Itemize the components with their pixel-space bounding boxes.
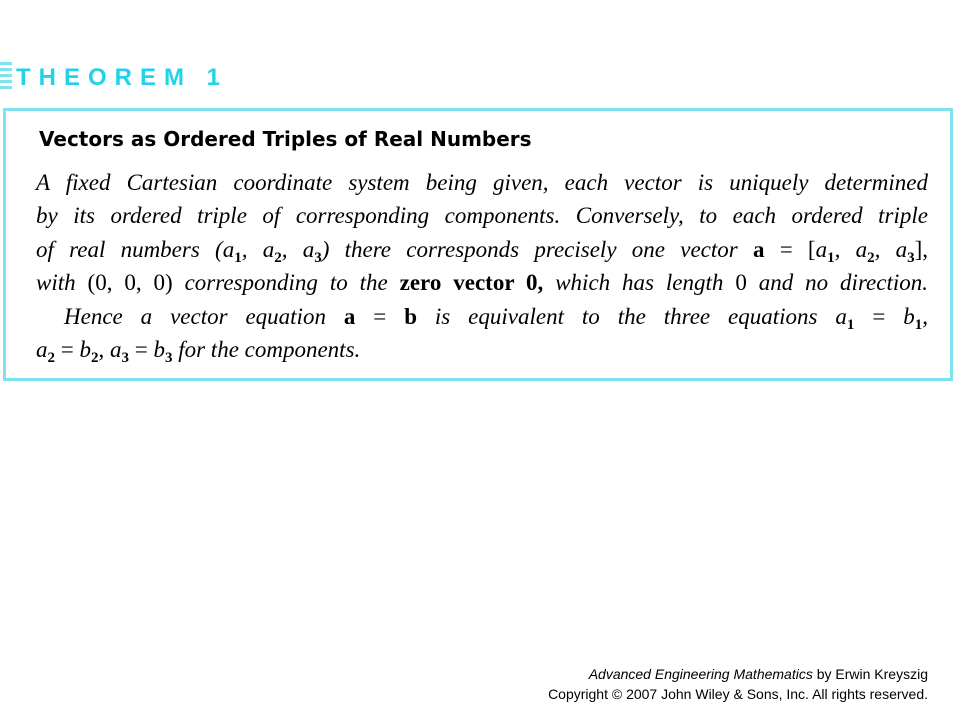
theorem-label: THEOREM 1 [12,60,232,96]
book-title: Advanced Engineering Mathematics [588,666,813,682]
copyright-line: Copyright © 2007 John Wiley & Sons, Inc. All rights reserved. [548,686,928,702]
body-line-1: A fixed Cartesian coordinate system being given, each vector is uniquely determined [36,170,928,195]
author: by Erwin Kreyszig [812,666,928,682]
body-line-4: with (0, 0, 0) corresponding to the zero vector 0, which has length 0 and no direction. [36,270,928,296]
theorem-body [36,166,928,366]
theorem-box [3,108,953,381]
footer-credit [548,664,928,704]
body-line-2: by its ordered triple of corresponding components. Conversely, to each ordered triple [36,203,928,229]
body-line-5: Hence a vector equation a = b is equivalent to the three equations $a_1 = b_1$, [64,303,928,333]
body-line-3: of real numbers ($a_1$, $a_2$, $a_3$) there corresponds precisely one vector $a = [a_1$, $a_2$, $a_3$], [36,236,928,266]
body-line-6: $a_2 = b_2$, $a_3 = b_3$ for the components. [36,337,361,367]
footer-book-line [548,664,928,684]
theorem-heading: Vectors as Ordered Triples of Real Numbers [39,127,532,151]
